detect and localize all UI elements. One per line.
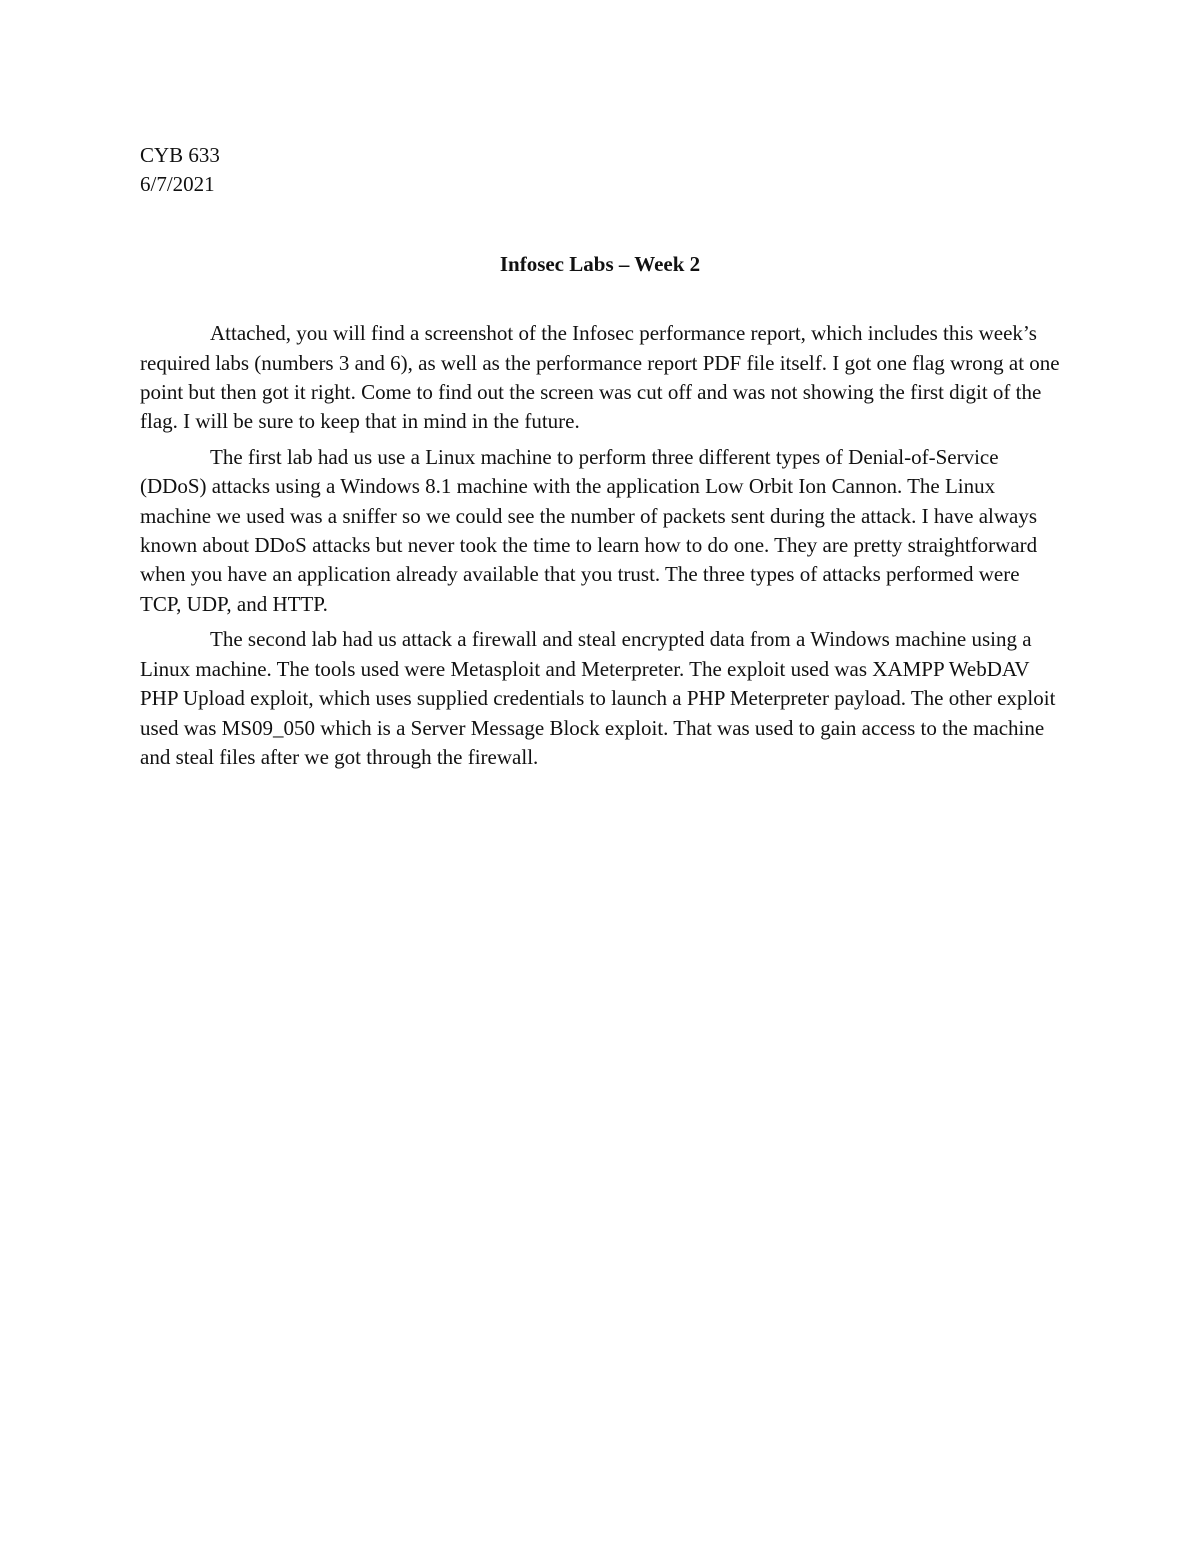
paragraph-second-lab: The second lab had us attack a firewall and steal encrypted data from a Windows machine using a Linux machine. The tools used were Metasploit and Meterpreter. The exploit used was XAMPP WebDAV PHP Upload exploit, which uses supplied credentials to launch a PHP Meterpreter payload. The other exploit used was MS09_050 which is a Server Message Block exploit. That was used to gain access to the machine and steal files after we got through the firewall. — [140, 627, 1056, 769]
course-code: CYB 633 — [140, 143, 220, 167]
document-body — [140, 141, 1060, 772]
document-title: Infosec Labs – Week 2 — [499, 251, 701, 276]
paragraph-intro: Attached, you will find a screenshot of the Infosec performance report, which includes this week’s required labs (numbers 3 and 6), as well as the performance report PDF file itself. I got one flag wrong at one point but then got it right. Come to find out the screen was cut off and was not showing the first digit of the flag. I will be sure to keep that in mind in the future. — [140, 321, 1060, 434]
paragraph-first-lab: The first lab had us use a Linux machine to perform three different types of Denial-of-Service (DDoS) attacks using a Windows 8.1 machine with the application Low Orbit Ion Cannon. The Linux machine we used was a sniffer so we could see the number of packets sent during the attack. I have always known about DDoS attacks but never took the time to learn how to do one. They are pretty straightforward when you have an application already available that you trust. The three types of attacks performed were TCP, UDP, and HTTP. — [140, 444, 1038, 616]
document-date: 6/7/2021 — [140, 172, 215, 197]
